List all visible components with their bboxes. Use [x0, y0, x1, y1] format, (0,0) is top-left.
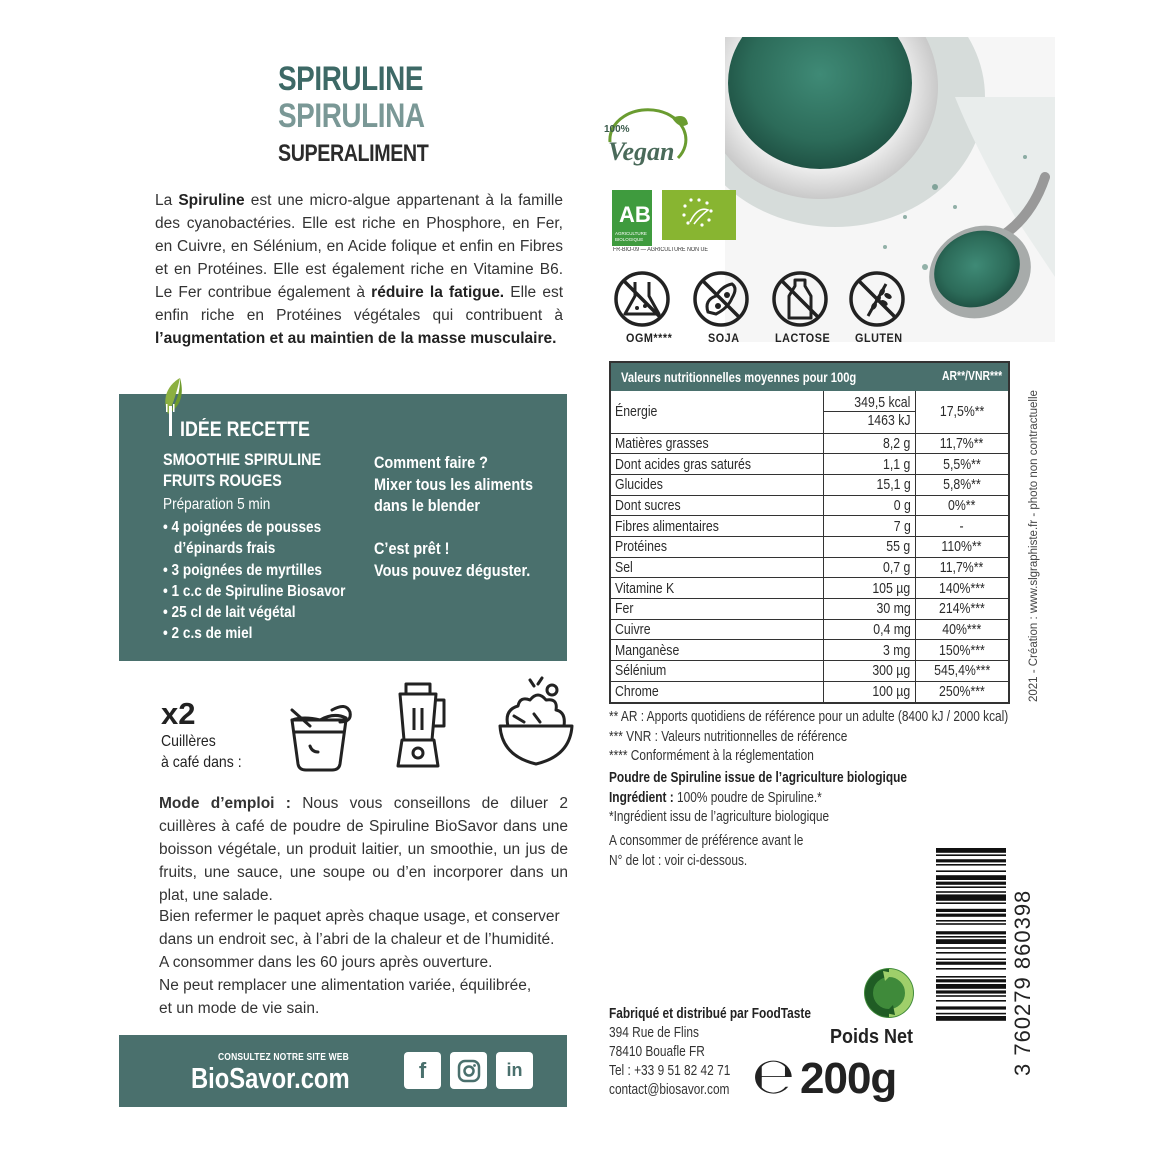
- table-row: [611, 681, 1008, 702]
- nutrient-reference: 214%***: [915, 599, 1008, 620]
- table-row: [611, 474, 1008, 495]
- list-item: • 3 poignées de myrtilles: [163, 560, 345, 581]
- salad-bowl-icon: [494, 676, 578, 770]
- manufacturer-info: Fabriqué et distribué par FoodTaste 394 Rue de Flins 78410 Bouafle FR Tel : +33 9 51 82 42 71 contact@biosavor.com: [609, 1006, 811, 1098]
- svg-text:AB: AB: [619, 202, 651, 227]
- bio-certification-code: FR-BIO-09 — AGRICULTURE NON UE: [613, 247, 709, 253]
- best-before: A consommer de préférence avant le N° de lot : voir ci-dessous.: [609, 833, 804, 869]
- table-row: [611, 557, 1008, 578]
- no-lactose-label: LACTOSE: [775, 331, 831, 345]
- recipe-name: SMOOTHIE SPIRULINE FRUITS ROUGES: [163, 450, 322, 490]
- nutrient-name: Glucides: [611, 474, 823, 495]
- list-item: • 1 c.c de Spiruline Biosavor: [163, 581, 345, 602]
- svg-text:AGRICULTURE: AGRICULTURE: [615, 231, 647, 236]
- website-link[interactable]: BioSavor.com: [191, 1063, 350, 1095]
- table-row: [611, 391, 1008, 433]
- no-gluten-icon: [848, 270, 906, 328]
- nutrient-value: 300 µg: [823, 661, 915, 682]
- nutrient-value: 349,5 kcal 1463 kJ: [823, 391, 915, 433]
- nutrient-name: Dont sucres: [611, 495, 823, 516]
- blender-icon: [394, 680, 448, 770]
- spoon-count: x2: [161, 696, 196, 731]
- recipe-title: IDÉE RECETTE: [180, 418, 310, 441]
- nutrient-reference: 150%***: [915, 640, 1008, 661]
- recipe-instructions: Comment faire ? Mixer tous les aliments dans le blender C’est prêt ! Vous pouvez déguster.: [374, 453, 534, 580]
- no-soy-icon: [692, 270, 750, 328]
- svg-text:Vegan: Vegan: [608, 137, 675, 166]
- product-subtitle: SUPERALIMENT: [278, 140, 429, 167]
- nutrient-reference: 40%***: [915, 619, 1008, 640]
- nutrient-value: 8,2 g: [823, 433, 915, 454]
- no-gmo-icon: [613, 270, 671, 328]
- table-row: [611, 578, 1008, 599]
- ingredients-block: Poudre de Spiruline issue de l’agriculture biologique Ingrédient : 100% poudre de Spiruline.* *Ingrédient issu de l’agriculture biologique: [609, 770, 907, 825]
- table-row: [611, 599, 1008, 620]
- nutrient-reference: 545,4%***: [915, 661, 1008, 682]
- estimated-sign: ℮: [752, 1047, 795, 1105]
- usage-instructions: Mode d’emploi : Nous vous conseillons de diluer 2 cuillères à café de poudre de Spiruline BioSavor dans une boisson végétale, un produit laitier, un smoothie, un jus de fruits, une sauce, une soupe ou d’en incorporer dans un plat, une salade.: [159, 795, 568, 904]
- instagram-icon[interactable]: [450, 1052, 487, 1089]
- vegan-badge: [600, 108, 694, 174]
- nutrient-value: 100 µg: [823, 681, 915, 702]
- nutrient-name: Sélénium: [611, 661, 823, 682]
- list-item: • 25 cl de lait végétal: [163, 602, 345, 623]
- nutrient-reference: 110%**: [915, 536, 1008, 557]
- nutrition-footnotes: ** AR : Apports quotidiens de référence pour un adulte (8400 kJ / 2000 kcal) *** VNR : Valeurs nutritionnelles de référence **** Conformément à la réglementation: [609, 709, 1009, 764]
- nutrient-name: Vitamine K: [611, 578, 823, 599]
- nutrient-value: 1,1 g: [823, 454, 915, 475]
- net-weight-value: 200g: [800, 1054, 897, 1103]
- nutrient-value: 55 g: [823, 536, 915, 557]
- nutrient-name: Dont acides gras saturés: [611, 454, 823, 475]
- svg-text:BIOLOGIQUE: BIOLOGIQUE: [615, 237, 644, 242]
- table-row: [611, 516, 1008, 537]
- list-item: d’épinards frais: [174, 540, 276, 558]
- recipe-prep-time: Préparation 5 min: [163, 496, 271, 513]
- nutrient-value: 30 mg: [823, 599, 915, 620]
- design-credit: 2021 - Création : www.slgraphiste.fr - photo non contractuelle: [1028, 390, 1040, 702]
- nutrient-name: Protéines: [611, 536, 823, 557]
- nutrient-reference: 250%***: [915, 681, 1008, 702]
- nutrient-value: 15,1 g: [823, 474, 915, 495]
- no-lactose-icon: [771, 270, 829, 328]
- nutrition-table: [609, 361, 1010, 704]
- table-row: [611, 454, 1008, 475]
- table-row: [611, 495, 1008, 516]
- organic-certification-logos: [612, 190, 736, 246]
- list-item: • 4 poignées de pousses: [163, 517, 345, 538]
- table-row: [611, 536, 1008, 557]
- nutrition-table-header: Valeurs nutritionnelles moyennes pour 100g AR**/VNR***: [611, 363, 1008, 391]
- intro-paragraph: La Spiruline est une micro-algue appartenant à la famille des cyanobactéries. Elle est riche en Phosphore, en Fer, en Cuivre, en Sélénium, en Acide folique et enfin en Fibres et en Protéines. Elle est également riche en Vitamine B6. Le Fer contribue également à réduire la fatigue. Elle est enfin riche en Protéines végétales qui contribuent à l’augmentation et au maintien de la masse musculaire.: [155, 192, 564, 347]
- nutrient-value: 0 g: [823, 495, 915, 516]
- nutrient-reference: 11,7%**: [915, 433, 1008, 454]
- storage-instructions: Bien refermer le paquet après chaque usage, et conserver dans un endroit sec, à l’abri de la chaleur et de l’humidité. A consommer dans les 60 jours après ouverture. Ne peut remplacer une alimentation variée, équilibrée, et un mode de vie sain.: [159, 908, 560, 1017]
- svg-text:100%: 100%: [604, 124, 630, 135]
- table-row: [611, 661, 1008, 682]
- nutrient-reference: 140%***: [915, 578, 1008, 599]
- nutrient-name: Fibres alimentaires: [611, 516, 823, 537]
- product-title-en: SPIRULINA: [278, 97, 425, 135]
- nutrient-name: Énergie: [615, 403, 658, 421]
- table-row: [611, 619, 1008, 640]
- nutrient-name: Cuivre: [611, 619, 823, 640]
- nutrient-reference: 0%**: [915, 495, 1008, 516]
- nutrient-value: 7 g: [823, 516, 915, 537]
- spoon-label: Cuillères à café dans :: [161, 733, 242, 771]
- recipe-ingredients: [163, 517, 345, 645]
- nutrient-reference: 5,5%**: [915, 454, 1008, 475]
- facebook-icon[interactable]: f: [404, 1052, 441, 1089]
- no-gmo-label: OGM****: [626, 331, 673, 345]
- nutrient-name: Sel: [611, 557, 823, 578]
- nutrient-value: 0,7 g: [823, 557, 915, 578]
- nutrient-reference: -: [915, 516, 1008, 537]
- nutrient-reference: 5,8%**: [915, 474, 1008, 495]
- product-title-fr: SPIRULINE: [278, 60, 424, 98]
- green-dot-recycle-icon: [863, 967, 915, 1019]
- net-weight-label: Poids Net: [830, 1026, 914, 1048]
- table-row: [611, 433, 1008, 454]
- website-caption: CONSULTEZ NOTRE SITE WEB: [218, 1052, 349, 1063]
- list-item: • 2 c.s de miel: [163, 623, 345, 644]
- nutrient-value: 3 mg: [823, 640, 915, 661]
- nutrient-reference: 11,7%**: [915, 557, 1008, 578]
- linkedin-icon[interactable]: in: [496, 1052, 533, 1089]
- yogurt-icon: [284, 698, 354, 774]
- barcode-number: 3 760279 860398: [1010, 889, 1035, 1076]
- nutrient-value: 0,4 mg: [823, 619, 915, 640]
- nutrient-name: Manganèse: [611, 640, 823, 661]
- nutrient-reference: 17,5%**: [939, 403, 984, 421]
- nutrient-value: 105 µg: [823, 578, 915, 599]
- nutrient-name: Matières grasses: [611, 433, 823, 454]
- no-soy-label: SOJA: [708, 331, 740, 345]
- nutrient-name: Fer: [611, 599, 823, 620]
- no-gluten-label: GLUTEN: [855, 331, 903, 345]
- nutrient-name: Chrome: [611, 681, 823, 702]
- table-row: [611, 640, 1008, 661]
